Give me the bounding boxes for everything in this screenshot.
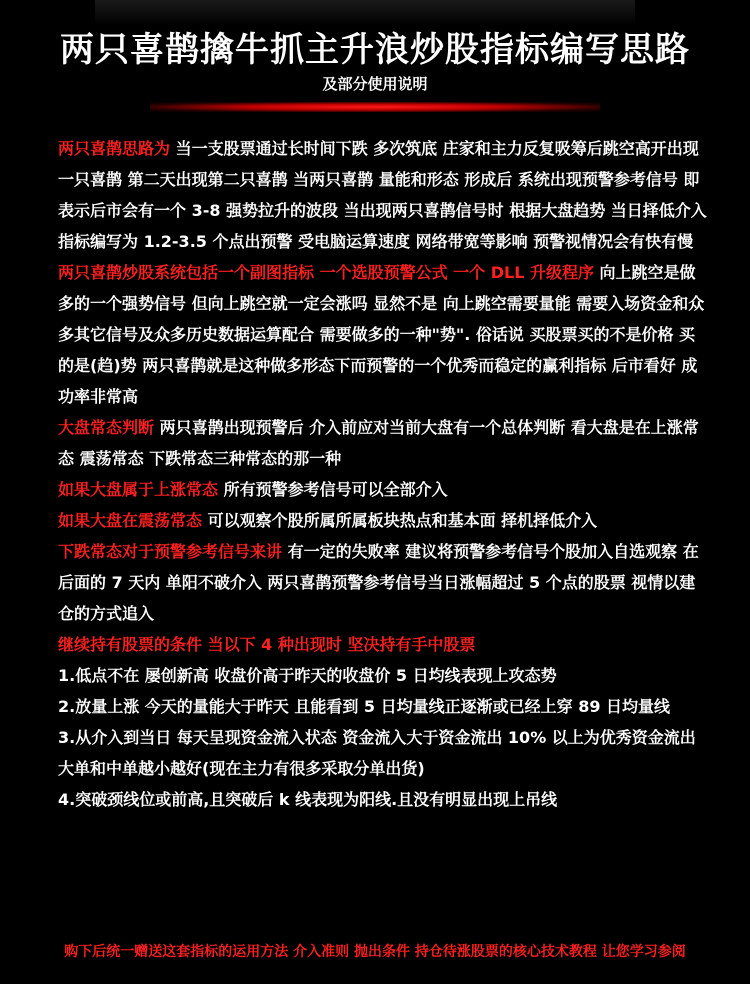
list-item — [58, 691, 708, 722]
list-item — [58, 660, 708, 691]
paragraph-text: 1.低点不在 屡创新高 收盘价高于昨天的收盘价 5 日均线表现上攻态势 — [58, 666, 557, 685]
paragraph-highlight: 继续持有股票的条件 当以下 4 种出现时 坚决持有手中股票 — [58, 635, 476, 654]
paragraph — [58, 505, 708, 536]
paragraph-highlight: 下跌常态对于预警参考信号来讲 — [58, 542, 283, 561]
footer-note: 购下后统一赠送这套指标的运用方法 介入准则 抛出条件 持仓待涨股票的核心技术教程 让您学习参阅 — [64, 944, 686, 960]
paragraph — [58, 133, 708, 226]
paragraph-highlight: 两只喜鹊炒股系统包括一个副图指标 一个选股预警公式 一个 DLL 升级程序 — [58, 263, 594, 282]
paragraph-text: 两只喜鹊出现预警后 介入前应对当前大盘有一个总体判断 看大盘是在上涨常态 震荡常态 下跌常态三种常态的那一种 — [58, 418, 699, 468]
list-item — [58, 722, 708, 784]
paragraph-text: 向上跳空是做多的一个强势信号 但向上跳空就一定会涨吗 显然不是 向上跳空需要量能 需要入场资金和众多其它信号及众多历史数据运算配合 需要做多的一种"势". 俗话说 买股票买的不是价格 买的是(趋)势 两只喜鹊就是这种做多形态下而预警的一个优秀而稳定的赢利指标 后市看好 成功率非常高 — [58, 263, 705, 406]
body-text — [58, 133, 708, 815]
page-subtitle: 及部分使用说明 — [322, 75, 428, 93]
paragraph — [58, 257, 708, 412]
paragraph-highlight: 大盘常态判断 — [58, 418, 155, 437]
paragraph — [58, 629, 708, 660]
top-glow — [95, 0, 635, 26]
paragraph-text: 有一定的失败率 建议将预警参考信号个股加入自选观察 在后面的 7 天内 单阳不破介入 两只喜鹊预警参考信号当日涨幅超过 5 个点的股票 视情以建仓的方式追入 — [58, 542, 699, 623]
paragraph-text: 2.放量上涨 今天的量能大于昨天 且能看到 5 日均量线正逐渐或已经上穿 89 日均量线 — [58, 697, 671, 716]
paragraph-text: 所有预警参考信号可以全部介入 — [218, 480, 448, 499]
paragraph-text: 当一支股票通过长时间下跌 多次筑底 庄家和主力反复吸筹后跳空高开出现一只喜鹊 第二天出现第二只喜鹊 当两只喜鹊 量能和形态 形成后 系统出现预警参考信号 即表示后市会有一个 3-8 强势拉升的波段 当出现两只喜鹊信号时 根据大盘趋势 当日择低介入 — [58, 139, 707, 220]
paragraph — [58, 536, 708, 629]
red-divider — [150, 102, 600, 112]
paragraph-text: 3.从介入到当日 每天呈现资金流入状态 资金流入大于资金流出 10% 以上为优秀资金流出大单和中单越小越好(现在主力有很多采取分单出货) — [58, 728, 696, 778]
paragraph-text: 可以观察个股所属所属板块热点和基本面 择机择低介入 — [202, 511, 598, 530]
paragraph — [58, 474, 708, 505]
paragraph-text: 指标编写为 1.2-3.5 个点出预警 受电脑运算速度 网络带宽等影响 预警视情况会有快有慢 — [58, 232, 694, 251]
paragraph-highlight: 如果大盘属于上涨常态 — [58, 480, 219, 499]
paragraph — [58, 412, 708, 474]
paragraph-highlight: 两只喜鹊思路为 — [58, 139, 171, 158]
list-item — [58, 784, 708, 815]
paragraph-text: 4.突破颈线位或前高,且突破后 k 线表现为阳线.且没有明显出现上吊线 — [58, 790, 558, 809]
page-title: 两只喜鹊擒牛抓主升浪炒股指标编写思路 — [60, 30, 690, 70]
paragraph — [58, 226, 708, 257]
paragraph-highlight: 如果大盘在震荡常态 — [58, 511, 203, 530]
